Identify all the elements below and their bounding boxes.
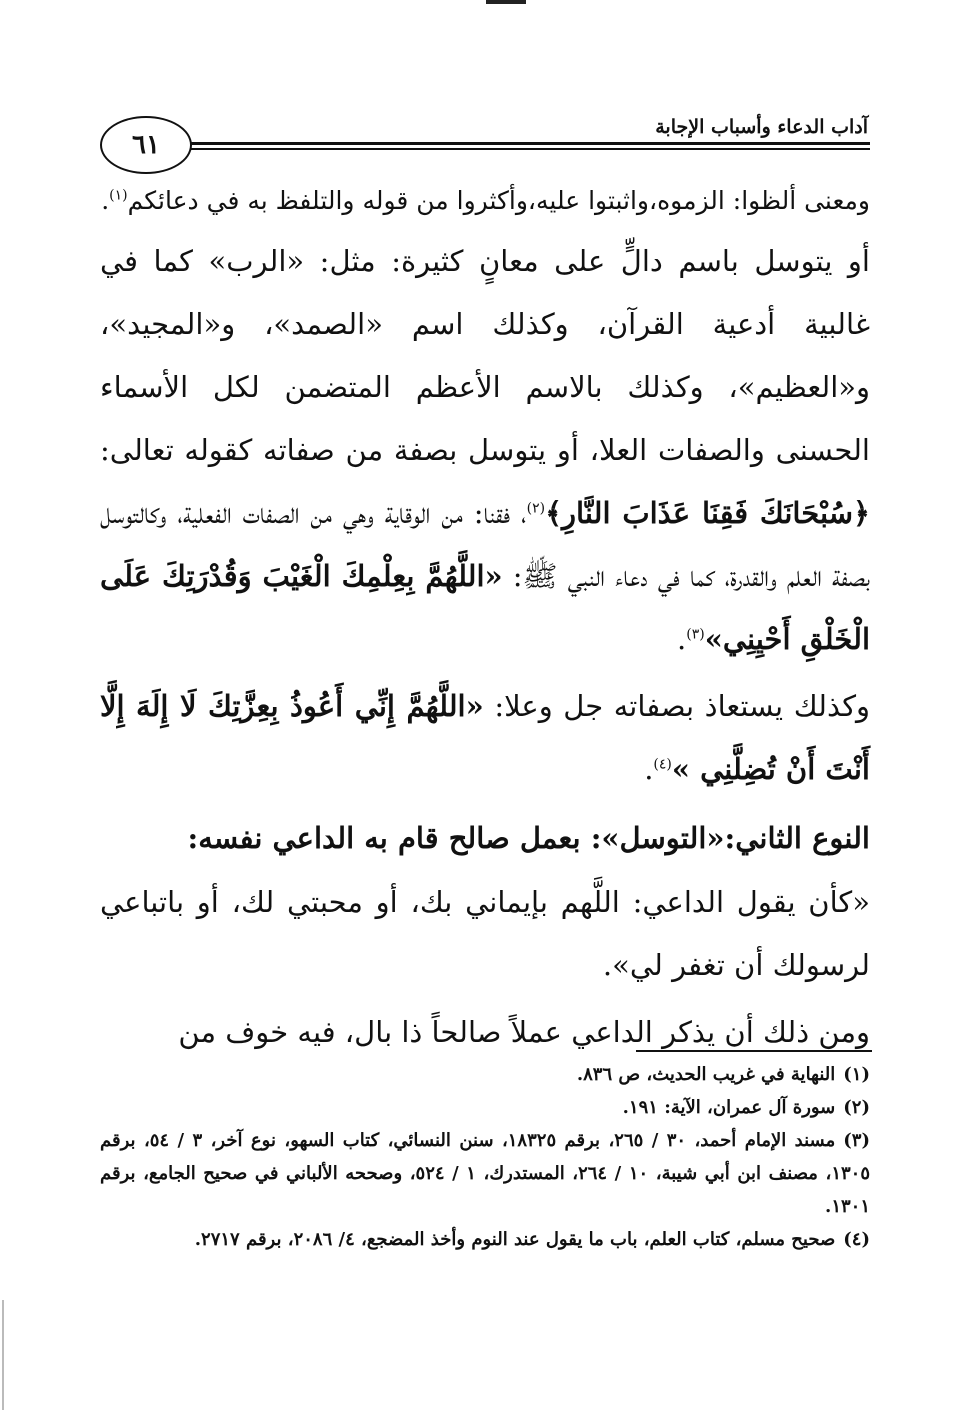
page-header	[100, 112, 870, 182]
hadith-refuge: «اللَّهُمَّ إِنِّي أَعُوذُ بِعِزَّتِكَ لَا إِلَهَ إِلَّا أَنْتَ أَنْ تُضِلَّنِي »	[100, 689, 870, 786]
quran-verse: ﴿سُبْحَانَكَ فَقِنَا عَذَابَ النَّارِ﴾	[545, 496, 870, 530]
footnote-item	[100, 1124, 870, 1223]
footnote-number: (١)	[843, 1064, 870, 1085]
header-rule-thin	[188, 148, 870, 150]
scan-edge-mark	[2, 1300, 4, 1410]
footnote-ref-2: (٢)	[526, 500, 546, 517]
footnote-text: صحيح مسلم، كتاب العلم، باب ما يقول عند النوم وأخذ المضجع، ٤/ ٢٠٨٦، برقم ٢٧١٧.	[194, 1229, 836, 1250]
paragraph-refuge-text: وكذلك يستعاذ بصفاته جل وعلا:	[483, 689, 871, 723]
footnote-item	[100, 1058, 870, 1091]
footnote-ref-4: (٤)	[653, 756, 672, 773]
footnote-item	[100, 1223, 870, 1256]
paragraph-example: «كأن يقول الداعي: اللَّهم بإيماني بك، أو محبتي لك، أو باتباعي لرسولك أن تغفر لي».	[100, 885, 870, 982]
paragraph-good-deed: ومن ذلك أن يذكر الداعي عملاً صالحاً ذا بال، فيه خوف من	[178, 1015, 870, 1049]
top-edge-mark	[486, 0, 526, 4]
footnote-ref-3: (٣)	[686, 626, 705, 643]
hadith-knowledge: «اللَّهُمَّ بِعِلْمِكَ الْغَيْبَ وَقُدْرَتِكَ عَلَى الْخَلْقِ أَحْيِنِي»	[100, 559, 870, 656]
header-rule	[188, 142, 870, 145]
footnote-text: سورة آل عمران، الآية: ١٩١.	[622, 1097, 836, 1118]
section-heading: النوع الثاني:«التوسل»: بعمل صالح قام به الداعي نفسه:	[187, 821, 870, 855]
footnote-ref-1: (١)	[109, 187, 128, 204]
continuation-line: ومعنى ألظوا: الزموه،واثبتوا عليه،وأكثروا من قوله والتلفظ به في دعائكم$^{(١)}$.	[101, 186, 870, 215]
footnote-number: (٤)	[843, 1229, 870, 1250]
paragraph-attributes-text: ، فقنا: من الوقاية وهي من الصفات الفعلية، وكالتوسل بصفة العلم والقدرة، كما في دعاء النبي ﷺ:	[100, 496, 870, 593]
footnote-number: (٣)	[843, 1130, 870, 1151]
footnote-text: النهاية في غريب الحديث، ص ٨٣٦.	[576, 1064, 836, 1085]
paragraph-refuge	[100, 675, 870, 801]
footnote-text: مسند الإمام أحمد، ٣٠ / ٢٦٥، برقم ١٨٣٢٥، سنن النسائي، كتاب السهو، نوع آخر، ٣ / ٥٤، برقم ١٣٠٥، مصنف ابن أبي شيبة، ١٠ / ٢٦٤، المستدرك، ١ / ٥٢٤، وصححه الألباني في صحيح الجامع، برقم ١٣٠١.	[100, 1130, 871, 1217]
hadith-knowledge-end: .	[677, 622, 687, 656]
paragraph-names	[100, 230, 870, 671]
footnote-separator	[636, 1050, 872, 1052]
main-text	[100, 178, 870, 1064]
footnotes	[100, 1058, 870, 1256]
footnote-number: (٢)	[843, 1097, 870, 1118]
page-number: ٦١	[100, 116, 192, 174]
continuation-text: ومعنى ألظوا: الزموه،واثبتوا عليه،وأكثروا من قوله والتلفظ به في دعائكم	[127, 186, 870, 215]
running-title: آداب الدعاء وأسباب الإجابة	[649, 116, 868, 138]
footnote-item	[100, 1091, 870, 1124]
hadith-refuge-end: .	[644, 752, 654, 786]
paragraph-names-text: أو يتوسل باسم دالٍّ على معانٍ كثيرة: مثل: «الرب» كما في غالبية أدعية القرآن، وكذلك اسم «الصمد»، و«المجيد»، و«العظيم»، وكذلك بالاسم الأعظم المتضمن لكل الأسماء الحسنى والصفات العلا، أو يتوسل بصفة من صفاته كقوله تعالى:	[100, 244, 870, 467]
